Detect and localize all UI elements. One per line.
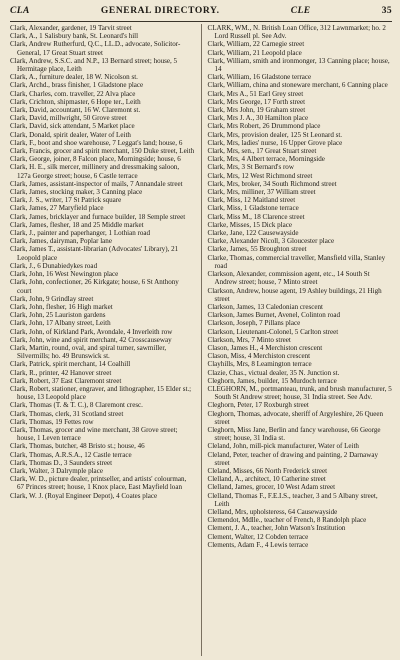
directory-entry: Clark, Alexander, gardener, 19 Tarvit street bbox=[10, 24, 132, 32]
directory-entry: Clark, Charles, com. traveller, 22 Alva place bbox=[10, 89, 136, 98]
directory-entry: Clark, James, bricklayer and furnace builder, 18 Semple street bbox=[10, 212, 186, 221]
directory-entry: Clark, Thomas, butcher, 48 Bristo st.; house, 46 bbox=[10, 442, 145, 451]
directory-entry: Clement, Walter, 12 Cobden terrace bbox=[207, 532, 309, 541]
directory-entry: Clark, Francis, grocer and spirit merchant, 150 Duke street, Leith bbox=[10, 147, 195, 156]
directory-entry: Clason, James H., 4 Merchiston crescent bbox=[207, 343, 323, 352]
directory-entry: Clark, John, of Kirkland Park, Avondale, 4 Inverleith row bbox=[10, 327, 173, 336]
directory-entry: Clark, William, 16 Gladstone terrace bbox=[207, 73, 312, 82]
directory-entry: Clark, Mrs A., 51 Earl Grey street bbox=[207, 89, 304, 98]
directory-entry: Clelland, A., architect, 10 Catherine street bbox=[207, 475, 326, 484]
directory-entry: Clark, Miss, 12 Maitland street bbox=[207, 196, 296, 205]
directory-entry: Clark, Donald, spirit dealer, Water of Leith bbox=[10, 130, 131, 139]
directory-entry: Cleland, John, mill-pick manufacturer, Water of Leith bbox=[207, 442, 359, 451]
directory-entry: Clarke, Alexander Nicoll, 3 Gloucester place bbox=[207, 237, 335, 246]
directory-entry: Clark, William, smith and ironmonger, 13 Canning place; house, 14 bbox=[207, 56, 390, 74]
directory-entry: Clark, J., painter and paperhanger, 1 Lothian road bbox=[10, 229, 151, 238]
directory-entry: Clarkson, James, 13 Caledonian crescent bbox=[207, 302, 323, 311]
directory-entry: Cleghorn, Peter, 17 Roxburgh street bbox=[207, 401, 309, 410]
directory-entry: Clark, F., boot and shoe warehouse, 7 Leggat's land; house, 6 bbox=[10, 138, 183, 147]
directory-entry: Clark, James, stocking maker, 3 Canning place bbox=[10, 188, 143, 197]
directory-entry: Clark, William, 21 Leopold place bbox=[207, 48, 302, 57]
directory-entry: Clark, James T., assistant-librarian (Advocates' Library), 21 Leopold place bbox=[10, 245, 179, 262]
directory-entry: Clark, Thomas (T. & T. C.), 8 Claremont cresc. bbox=[10, 401, 143, 410]
directory-entry: Clayhills, Mrs, 8 Leamington terrace bbox=[207, 360, 312, 369]
directory-entry: Clark, Mrs J. A., 30 Hamilton place bbox=[207, 114, 309, 123]
directory-entry: Clark, John, 25 Lauriston gardens bbox=[10, 311, 106, 320]
directory-entry: Clark, Thomas D., 3 Saunders street bbox=[10, 458, 113, 467]
directory-entry: Cleghorn, James, builder, 15 Murdoch terrace bbox=[207, 376, 337, 385]
header-right-guide: CLE bbox=[290, 6, 311, 16]
directory-entry: Clelland, Thomas F., F.E.I.S., teacher, 3 and 5 Albany street, Leith bbox=[207, 491, 378, 508]
directory-entry: Clark, John, flesher, 16 High market bbox=[10, 302, 113, 311]
directory-entry: Clark, John, wine and spirit merchant, 42 Crosscauseway bbox=[10, 335, 172, 344]
left-column bbox=[10, 24, 195, 656]
directory-entry: Cleland, Peter, teacher of drawing and painting, 2 Darnaway street bbox=[207, 450, 379, 467]
directory-entry: Clark, H. E., silk mercer, millinery and dressmaking saloon, 127a George street; house, 6 Castle terrace bbox=[10, 163, 180, 180]
directory-entry: Clason, Miss, 4 Merchiston crescent bbox=[207, 352, 311, 361]
directory-entry: Clark, Patrick, spirit merchant, 14 Coalhill bbox=[10, 360, 131, 369]
directory-entry: Clark, J., 6 Dunabiedykes road bbox=[10, 261, 98, 270]
directory-entry: Clark, Mrs John, 19 Graham street bbox=[207, 106, 306, 115]
header-title: GENERAL DIRECTORY. bbox=[100, 6, 220, 16]
directory-entry: Clark, Thomas, A.R.S.A., 12 Castle terrace bbox=[10, 450, 132, 459]
directory-entry: Clemendot, Mdlle., teacher of French, 8 Randolph place bbox=[207, 516, 367, 525]
directory-entry: Clarkson, Alexander, commission agent, etc., 14 South St Andrew street; house, 7 Minto street bbox=[207, 270, 370, 287]
directory-entry: Cleghorn, Thomas, advocate, sheriff of Argyleshire, 26 Queen street bbox=[207, 409, 384, 426]
directory-entry: Clark, David, millwright, 50 Grove street bbox=[10, 114, 127, 123]
directory-entry: Clark, John, 16 West Newington place bbox=[10, 270, 119, 279]
directory-entry: Clark, Robert, 37 East Claremont street bbox=[10, 376, 122, 385]
directory-entry: Clark, Andrew Rutherfurd, Q.C., LL.D., advocate, Solicitor-General, 17 Great Stuart street bbox=[10, 40, 181, 57]
header-rule bbox=[10, 21, 392, 22]
page-header bbox=[10, 6, 392, 18]
directory-entry: Clark, J. S., writer, 17 St Patrick square bbox=[10, 196, 122, 205]
directory-entry: Clark, Miss, 1 Gladstone terrace bbox=[207, 204, 299, 213]
directory-entry: Clark, Thomas, clerk, 31 Scotland street bbox=[10, 409, 124, 418]
directory-entry: Clark, Mrs, sen., 17 Great Stuart street bbox=[207, 147, 317, 156]
directory-entry: Clark, Martin, round, oval, and spiral turner, sawmiller, Silvermills; ho. 49 Brunswick st. bbox=[10, 343, 167, 361]
directory-entry: Clark, Mrs, milliner, 37 William street bbox=[207, 188, 316, 197]
directory-entry: CLEGHORN, M., portmanteau, trunk, and brush manufacturer, 5 South St Andrew street; house, 31 India street. See Adv. bbox=[207, 384, 392, 402]
directory-entry: Clelland, Mrs, upholsteress, 64 Causewayside bbox=[207, 507, 338, 516]
directory-entry: Clark, David, accountant, 16 W. Claremont st. bbox=[10, 106, 141, 115]
directory-entry: Clark, Andrew, S.S.C. and N.P., 13 Bernard street; house, 5 Hermitage place, Leith bbox=[10, 56, 178, 74]
directory-entry: Clark, W. D., picture dealer, printseller, and artists' colourman, 67 Princes street; house, 1 Knox place, East Mayfield loan bbox=[10, 475, 187, 492]
directory-entry: Clark, Mrs, ladies' nurse, 16 Upper Grove place bbox=[207, 138, 343, 147]
directory-entry: Clarkson, Lieutenant-Colonel, 5 Carlton street bbox=[207, 327, 339, 336]
directory-entry: Clark, William, 22 Carnegie street bbox=[207, 40, 305, 49]
directory-entry: Clark, James, dairyman, Poplar lane bbox=[10, 237, 112, 246]
directory-entry: Clark, James, assistant-inspector of mails, 7 Annandale street bbox=[10, 179, 183, 188]
directory-entry: Clark, James, 27 Maryfield place bbox=[10, 204, 104, 213]
directory-entry: Clarke, Jane, 122 Causewayside bbox=[207, 229, 299, 238]
header-left-guide: CLA bbox=[10, 6, 30, 16]
directory-entry: Clark, W. J. (Royal Engineer Depot), 4 Coates place bbox=[10, 491, 158, 500]
directory-entry: Clarke, Thomas, commercial traveller, Mansfield villa, Stanley road bbox=[207, 253, 386, 270]
page-number: 35 bbox=[381, 6, 392, 16]
directory-entry: Clement, J. A., teacher, John Watson's Institution bbox=[207, 524, 346, 533]
directory-entry: Clelland, James, grocer, 10 West Adam street bbox=[207, 483, 336, 492]
directory-entry: Clark, John, 9 Grindlay street bbox=[10, 294, 94, 303]
directory-entry: Clarkson, Mrs, 7 Minto street bbox=[207, 335, 291, 344]
directory-entry: Clark, Crichton, shipmaster, 6 Hope ter., Leith bbox=[10, 97, 141, 106]
directory-entry: CLARK, WM., N. British Loan Office, 312 Lawnmarket; ho. 2 Lord Russell pl. See Adv. bbox=[207, 24, 386, 41]
directory-entry: Clark, Walter, 3 Dalrymple place bbox=[10, 466, 103, 475]
directory-entry: Clark, Archd., brass finisher, 1 Gladstone place bbox=[10, 81, 144, 90]
directory-entry: Clark, R., printer, 42 Hanover street bbox=[10, 368, 112, 377]
directory-entry: Clarke, Misses, 15 Dick place bbox=[207, 220, 293, 229]
directory-entry: Clark, John, 17 Albany street, Leith bbox=[10, 319, 111, 328]
directory-entry: Clark, Mrs, broker, 34 South Richmond street bbox=[207, 179, 337, 188]
directory-entry: Clark, Thomas, grocer and wine merchant, 38 Grove street; house, 1 Leven terrace bbox=[10, 425, 178, 443]
directory-entry: Clark, Mrs George, 17 Forth street bbox=[207, 97, 306, 106]
directory-entry: Clark, Robert, stationer, engraver, and lithographer, 15 Elder st.; house, 13 Leopold place bbox=[10, 384, 192, 402]
directory-entry: Clark, Thomas, 19 Fettes row bbox=[10, 417, 94, 426]
directory-entry: Clark, James, flesher, 18 and 25 Middle market bbox=[10, 220, 144, 229]
directory-entry: Clazie, Chas., victual dealer, 35 N. Junction st. bbox=[207, 368, 340, 377]
directory-entry: Clark, Mrs, 4 Albert terrace, Morningside bbox=[207, 155, 325, 164]
directory-entry: Clark, George, joiner, 8 Falcon place, Morningside; house, 6 bbox=[10, 155, 181, 164]
directory-entry: Clarke, James, 55 Broughton street bbox=[207, 245, 307, 254]
directory-entry: Clark, David, sick attendant, 5 Market place bbox=[10, 122, 135, 131]
directory-entry: Clark, Miss M., 18 Clarence street bbox=[207, 212, 305, 221]
directory-entry: Clark, A., 1 Salisbury bank, St. Leonard's hill bbox=[10, 32, 139, 41]
directory-entry: Cleghorn, Miss Jane, Berlin and fancy warehouse, 66 George street; house, 31 India st. bbox=[207, 425, 381, 443]
directory-entry: Clark, William, china and stoneware merchant, 6 Canning place bbox=[207, 81, 388, 90]
directory-columns bbox=[10, 24, 392, 656]
directory-entry: Clark, John, confectioner, 26 Kirkgate; house, 6 St Anthony court bbox=[10, 278, 179, 295]
directory-entry: Clarkson, Joseph, 7 Pillans place bbox=[207, 319, 301, 328]
directory-entry: Clements, Adam F., 4 Lewis terrace bbox=[207, 540, 309, 549]
directory-entry: Clark, Mrs, 12 West Richmond street bbox=[207, 171, 313, 180]
directory-entry: Clark, A., furniture dealer, 18 W. Nicolson st. bbox=[10, 73, 138, 82]
directory-entry: Cleland, Misses, 66 North Frederick street bbox=[207, 466, 328, 475]
directory-entry: Clark, Mrs Robert, 26 Drummond place bbox=[207, 122, 321, 131]
column-divider bbox=[201, 24, 202, 656]
directory-entry: Clarkson, James Burnet, Avenel, Colinton road bbox=[207, 311, 341, 320]
directory-entry: Clarkson, Andrew, house agent, 19 Ashley buildings, 21 High street bbox=[207, 286, 382, 303]
directory-entry: Clark, Mrs, 3 St Bernard's row bbox=[207, 163, 294, 172]
directory-entry: Clark, Mrs, provision dealer, 125 St Leonard st. bbox=[207, 130, 343, 139]
right-column bbox=[208, 24, 393, 656]
